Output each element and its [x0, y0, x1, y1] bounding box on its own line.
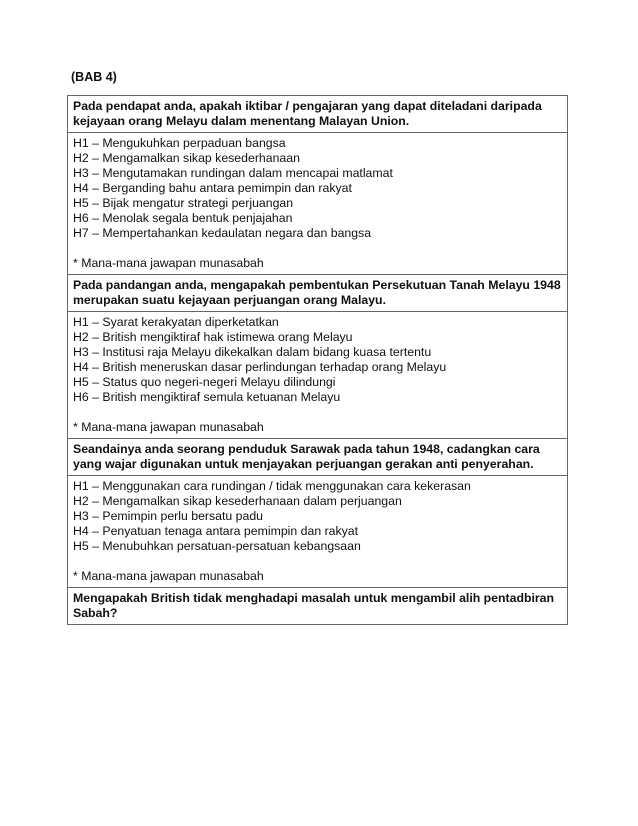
question-text: Mengapakah British tidak menghadapi masalah untuk mengambil alih pentadbiran Sabah?: [68, 588, 568, 625]
answer-note: * Mana-mana jawapan munasabah: [73, 256, 264, 270]
chapter-heading: (BAB 4): [71, 70, 117, 84]
answer-point: H1 – Syarat kerakyatan diperketatkan: [73, 315, 279, 329]
answer-point: H7 – Mempertahankan kedaulatan negara dan bangsa: [73, 226, 372, 240]
answer-cell: [68, 476, 568, 588]
answer-point: H1 – Mengukuhkan perpaduan bangsa: [73, 136, 286, 150]
answer-note: * Mana-mana jawapan munasabah: [73, 420, 264, 434]
answer-point: H6 – British mengiktiraf semula ketuanan Melayu: [73, 390, 341, 404]
answer-row: [68, 476, 568, 588]
answer-point: H2 – Mengamalkan sikap kesederhanaan: [73, 151, 300, 165]
answer-point: H5 – Status quo negeri-negeri Melayu dilindungi: [73, 375, 336, 389]
answer-note: * Mana-mana jawapan munasabah: [73, 569, 264, 583]
question-text: Seandainya anda seorang penduduk Sarawak pada tahun 1948, cadangkan cara yang wajar digunakan untuk menjayakan perjuangan gerakan anti penyerahan.: [68, 439, 568, 476]
question-row: [68, 275, 568, 312]
question-row: [68, 96, 568, 133]
answer-row: [68, 133, 568, 275]
answer-point: H2 – British mengiktiraf hak istimewa orang Melayu: [73, 330, 353, 344]
answer-point: H3 – Institusi raja Melayu dikekalkan dalam bidang kuasa tertentu: [73, 345, 432, 359]
question-text: Pada pendapat anda, apakah iktibar / pengajaran yang dapat diteladani daripada kejayaan orang Melayu dalam menentang Malayan Union.: [68, 96, 568, 133]
question-answer-table: [67, 95, 568, 625]
answer-cell: [68, 312, 568, 439]
answer-point: H3 – Mengutamakan rundingan dalam mencapai matlamat: [73, 166, 393, 180]
question-row: [68, 588, 568, 625]
answer-row: [68, 312, 568, 439]
answer-point: H6 – Menolak segala bentuk penjajahan: [73, 211, 293, 225]
answer-point: H1 – Menggunakan cara rundingan / tidak menggunakan cara kekerasan: [73, 479, 471, 493]
answer-point: H4 – Penyatuan tenaga antara pemimpin dan rakyat: [73, 524, 359, 538]
question-row: [68, 439, 568, 476]
answer-point: H2 – Mengamalkan sikap kesederhanaan dalam perjuangan: [73, 494, 402, 508]
answer-point: H4 – Berganding bahu antara pemimpin dan rakyat: [73, 181, 352, 195]
answer-cell: [68, 133, 568, 275]
answer-point: H4 – British meneruskan dasar perlindungan terhadap orang Melayu: [73, 360, 447, 374]
answer-point: H3 – Pemimpin perlu bersatu padu: [73, 509, 264, 523]
answer-point: H5 – Bijak mengatur strategi perjuangan: [73, 196, 294, 210]
answer-point: H5 – Menubuhkan persatuan-persatuan kebangsaan: [73, 539, 361, 553]
question-text: Pada pandangan anda, mengapakah pembentukan Persekutuan Tanah Melayu 1948 merupakan suatu kejayaan perjuangan orang Malayu.: [68, 275, 568, 312]
